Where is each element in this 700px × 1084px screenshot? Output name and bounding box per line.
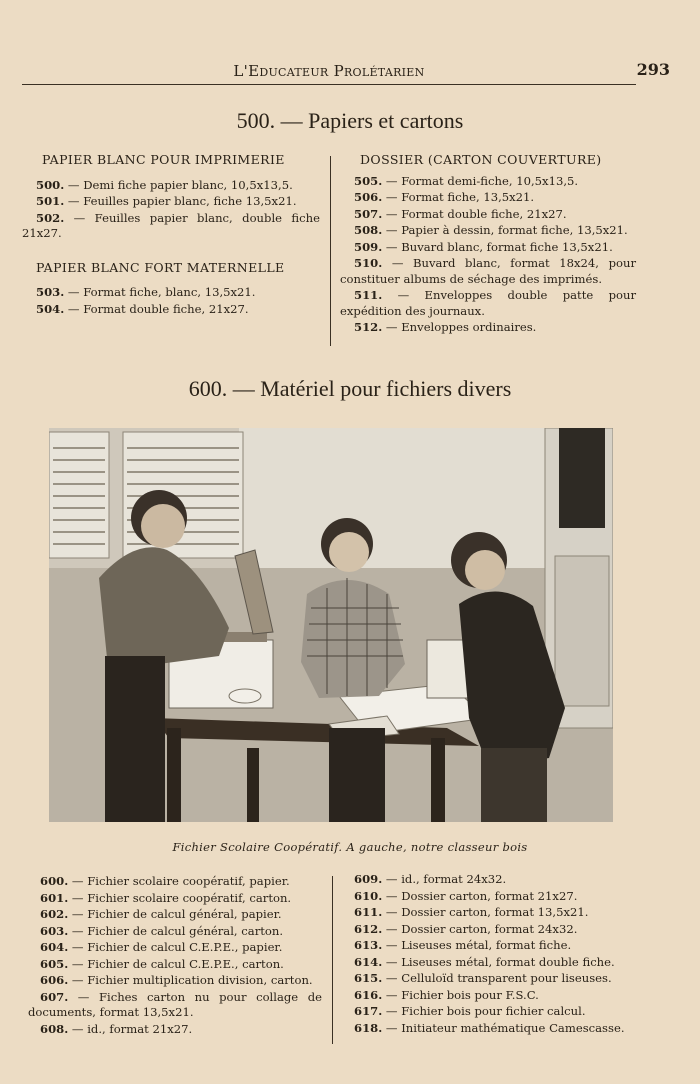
list-item: 610. — Dossier carton, format 21x27. [354, 888, 578, 903]
list-item: 504. — Format double fiche, 21x27. [36, 301, 249, 316]
list-item: 608. — id., format 21x27. [40, 1021, 193, 1036]
photograph-children-with-card-files [49, 428, 613, 822]
list-item: 613. — Liseuses métal, format fiche. [354, 938, 572, 952]
list-item: 618. — Initiateur mathématique Camescasse. [354, 1020, 625, 1035]
list-item: 510. — Buvard blanc, format 18x24, pour constituer albums de séchage des imprimés. [340, 256, 636, 286]
list-item: 614. — Liseuses métal, format double fiche. [354, 954, 615, 969]
section-600-right-column [342, 872, 638, 1037]
list-papier-imprimerie [22, 178, 320, 242]
list-item: 601. — Fichier scolaire coopératif, carton. [40, 890, 292, 905]
list-item: 508. — Papier à dessin, format fiche, 13,5x21. [354, 223, 628, 237]
list-item: 609. — id., format 24x32. [354, 872, 507, 886]
list-item: 505. — Format demi-fiche, 10,5x13,5. [354, 173, 579, 188]
list-item: 512. — Enveloppes ordinaires. [354, 320, 537, 334]
page-number: 293 [636, 60, 670, 79]
running-title: L'Educateur Prolétarien [233, 62, 425, 80]
section-600-title: 600. — Matériel pour fichiers divers [188, 376, 512, 401]
list-item: 503. — Format fiche, blanc, 13,5x21. [36, 285, 256, 299]
photograph-illustration [49, 428, 613, 822]
section-500-title: 500. — Papiers et cartons [236, 108, 464, 133]
column-divider [332, 876, 333, 1044]
subheading-dossier: DOSSIER (CARTON COUVERTURE) [360, 152, 602, 167]
list-item: 602. — Fichier de calcul général, papier. [40, 907, 282, 921]
list-item: 605. — Fichier de calcul C.E.P.E., carton. [40, 956, 284, 971]
column-divider [330, 156, 331, 346]
list-item: 509. — Buvard blanc, format fiche 13,5x21. [354, 239, 613, 254]
list-item: 616. — Fichier bois pour F.S.C. [354, 987, 539, 1002]
list-item: 604. — Fichier de calcul C.E.P.E., papier. [40, 940, 283, 954]
section-500-left-column [22, 152, 320, 318]
list-item: 501. — Feuilles papier blanc, fiche 13,5x21. [36, 194, 297, 208]
photo-caption: Fichier Scolaire Coopératif. A gauche, notre classeur bois [172, 840, 528, 854]
list-papier-maternelle [22, 285, 320, 317]
list-item: 612. — Dossier carton, format 24x32. [354, 921, 578, 936]
list-item: 502. — Feuilles papier blanc, double fiche 21x27. [22, 210, 320, 240]
section-600-left-column [28, 874, 322, 1038]
list-item: 607. — Fiches carton nu pour collage de documents, format 13,5x21. [28, 989, 322, 1019]
list-item: 507. — Format double fiche, 21x27. [354, 206, 567, 221]
list-item: 606. — Fichier multiplication division, carton. [40, 973, 313, 987]
running-head [22, 60, 670, 85]
list-item: 506. — Format fiche, 13,5x21. [354, 190, 535, 204]
list-item: 603. — Fichier de calcul général, carton. [40, 923, 284, 938]
list-item: 615. — Celluloïd transparent pour liseuses. [354, 971, 612, 985]
list-item: 500. — Demi fiche papier blanc, 10,5x13,5. [36, 177, 293, 192]
list-item: 511. — Enveloppes double patte pour expédition des journaux. [340, 288, 636, 318]
list-item: 617. — Fichier bois pour fichier calcul. [354, 1004, 586, 1018]
list-item: 600. — Fichier scolaire coopératif, papier. [40, 874, 290, 888]
subheading-papier-maternelle: PAPIER BLANC FORT MATERNELLE [36, 259, 285, 275]
section-500-right-column [340, 152, 636, 337]
list-dossier [340, 174, 636, 336]
subheading-papier-imprimerie: PAPIER BLANC POUR IMPRIMERIE [42, 152, 285, 167]
list-item: 611. — Dossier carton, format 13,5x21. [354, 905, 589, 919]
